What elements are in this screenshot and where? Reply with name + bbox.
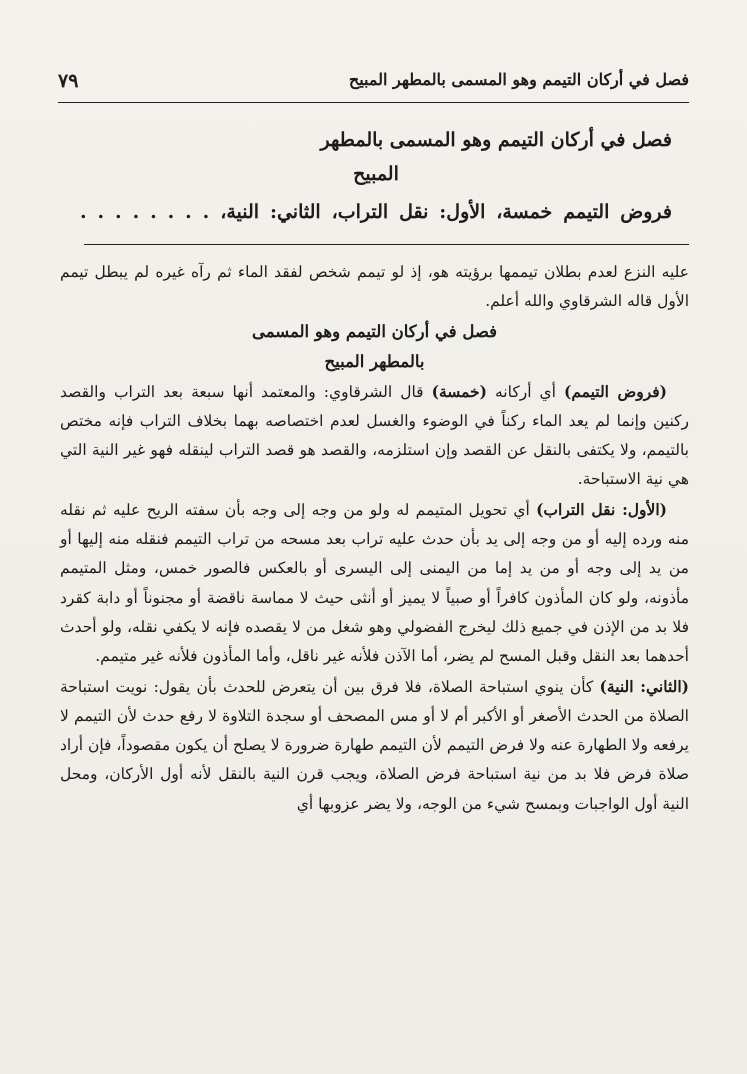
paragraph-first-pillar	[60, 495, 689, 672]
body-text	[60, 258, 689, 819]
summary-title-continued: المبيح	[353, 163, 399, 185]
page-number: ٧٩	[58, 70, 79, 92]
paragraph-text: كأن ينوي استباحة الصلاة، فلا فرق بين أن يتعرض للحدث بأن يقول: نويت استباحة الصلاة من الحدث الأصغر أو الأكبر أم لا أو مس المصحف أو سجدة التلاوة لا رفع حدث لأن التيمم لا يرفعه ولا الطهارة عنه ولا فرض التيمم لأن التيمم طهارة ضرورة لا يصلح أن يكون مقصوداً، فإن أراد صلاة فرض فلا بد من نية استباحة فرض الصلاة، ويجب قرن النية بالنقل لأنه أول الأركان، ومحل النية أول الواجبات وبمسح شيء من الوجه، ولا يضر عزوبها أي	[60, 677, 689, 813]
section-divider	[84, 244, 689, 245]
section-heading-continued: بالمطهر المبيح	[324, 351, 425, 371]
running-header	[58, 68, 689, 103]
summary-box	[80, 115, 672, 229]
term-label: (الثاني: النية)	[599, 676, 689, 696]
paragraph-obligations	[60, 377, 689, 495]
paragraph-text: أي أركانه	[486, 382, 564, 401]
term-label: (خمسة)	[431, 381, 487, 401]
paragraph-text: أي تحويل المتيمم له ولو من وجه إلى وجه بأن سفته الريح عليه ثم نقله منه ورده إليه أو من وجه إلى يد بأن حدث عليه تراب بعد مسحه من تراب التيمم فنقله منه إليها أو من يد إلى وجه أو من يد إما من اليمنى إلى اليسرى أو بالعكس فالصور خمس، ومثل المتيمم مأذونه، ولو كان المأذون كافراً أو صبياً لا يميز أو أنثى حيث لا مماسة ناقضة أو مجنوناً أو دابة كقرد فلا بد من الإذن في جميع ذلك ليخرج الفضولي وهو شغل من لا يقصده فإنه لا يكفي نقله، ولو أحدث أحدهما بعد النقل وقبل المسح لم يضر، أما الآذن فلأنه غير ناقل، وأما المأذون فلأنه غير متيمم.	[60, 500, 689, 666]
summary-text: فروض التيمم خمسة، الأول: نقل التراب، الثاني: النية، . . . . . . . .	[80, 201, 672, 223]
paragraph-continuation: عليه النزع لعدم بطلان تيممها برؤيته هو، إذ لو تيمم شخص لفقد الماء ثم رآه غيره لم يبطل تيمم الأول قاله الشرقاوي والله أعلم.	[60, 263, 689, 311]
running-header-title: فصل في أركان التيمم وهو المسمى بالمطهر المبيح	[348, 70, 689, 89]
summary-title: فصل في أركان التيمم وهو المسمى بالمطهر	[320, 129, 672, 151]
term-label: (فروض التيمم)	[563, 381, 667, 401]
paragraph-second-pillar	[60, 672, 689, 819]
section-heading: فصل في أركان التيمم وهو المسمى	[251, 321, 498, 341]
paragraph-text: قال الشرقاوي: والمعتمد أنها سبعة بعد التراب والقصد ركنين وإنما لم يعد الماء ركناً في الوضوء والغسل لعدم اختصاصه بهما بخلاف التراب فإنه مختص بالتيمم، ولا يكتفى بالنقل عن القصد وإن استلزمه، والقصد هو قصد التراب لينقله فهو غير النية التي هي نية الاستباحة.	[60, 382, 689, 489]
term-label: (الأول: نقل التراب)	[536, 499, 668, 519]
